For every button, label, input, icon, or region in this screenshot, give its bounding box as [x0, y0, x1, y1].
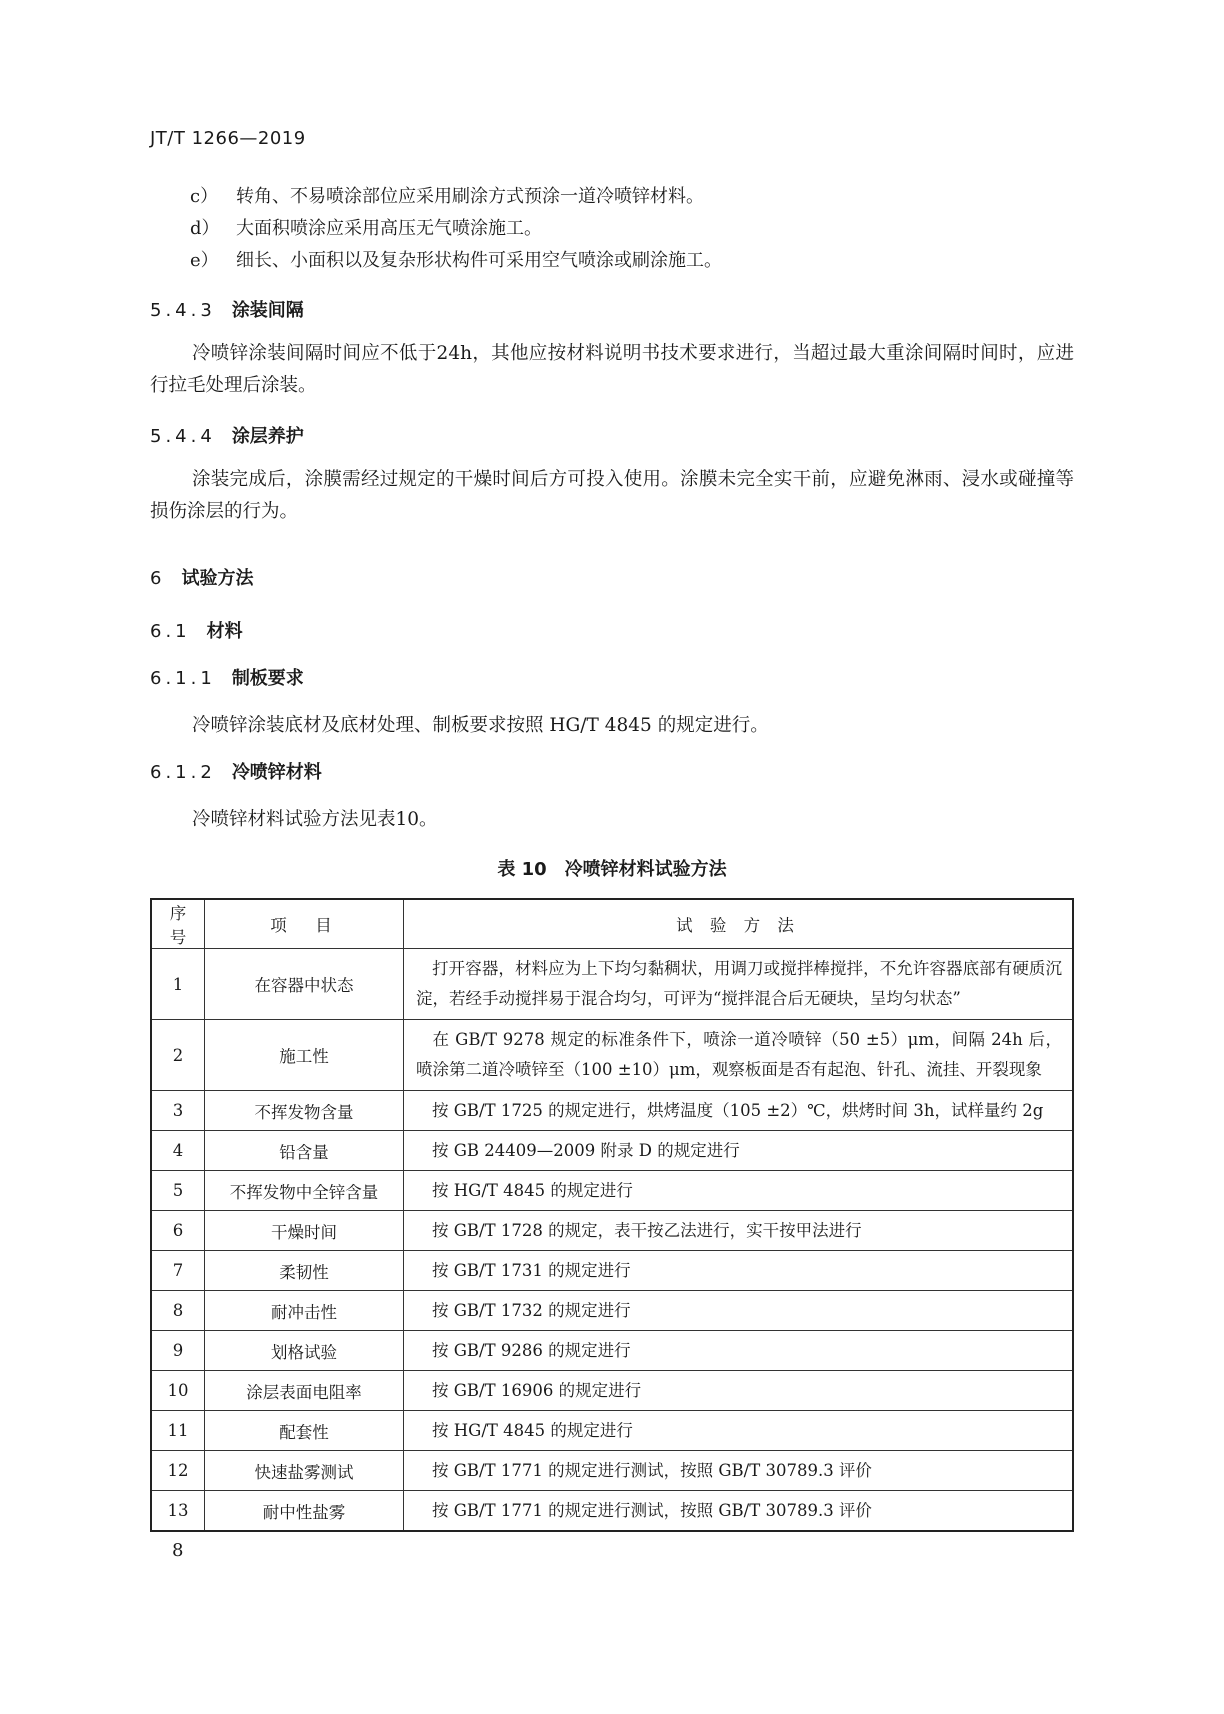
- cell-method: [404, 949, 1074, 1020]
- cell-item: 划格试验: [205, 1331, 404, 1371]
- cell-method: 按 HG/T 4845 的规定进行: [404, 1411, 1074, 1451]
- document-code: JT/T 1266—2019: [150, 128, 306, 149]
- section-heading-6-1-2: [150, 758, 322, 784]
- cell-method: 按 GB/T 1771 的规定进行测试，按照 GB/T 30789.3 评价: [404, 1451, 1074, 1491]
- cell-no: 1: [151, 949, 205, 1020]
- cell-item: 施工性: [205, 1020, 404, 1091]
- list-item: [190, 246, 722, 272]
- section-heading-5-4-4: [150, 422, 304, 448]
- cell-item: 耐中性盐雾: [205, 1491, 404, 1532]
- cell-no: 9: [151, 1331, 205, 1371]
- cell-method: 按 GB/T 1732 的规定进行: [404, 1291, 1074, 1331]
- section-number: 5.4.3: [150, 300, 216, 321]
- cell-no: 5: [151, 1171, 205, 1211]
- column-header-no: 序号: [151, 899, 205, 949]
- cell-no: 10: [151, 1371, 205, 1411]
- section-title: 试验方法: [181, 568, 254, 589]
- cell-no: 13: [151, 1491, 205, 1532]
- table-row: [151, 1411, 1073, 1451]
- table-row: [151, 1211, 1073, 1251]
- table-row: [151, 1091, 1073, 1131]
- list-marker: d）: [190, 218, 220, 239]
- cell-no: 7: [151, 1251, 205, 1291]
- section-title: 冷喷锌材料: [231, 762, 322, 783]
- section-heading-6-1: [150, 617, 243, 643]
- cell-method: 按 HG/T 4845 的规定进行: [404, 1171, 1074, 1211]
- table-row: [151, 1020, 1073, 1091]
- column-header-item: 项 目: [205, 899, 404, 949]
- cell-item: 耐冲击性: [205, 1291, 404, 1331]
- table-row: [151, 1291, 1073, 1331]
- table-row: [151, 1371, 1073, 1411]
- cell-item: 不挥发物含量: [205, 1091, 404, 1131]
- section-body-6-1-2: 冷喷锌材料试验方法见表10。: [192, 809, 438, 830]
- cell-method: 按 GB/T 1771 的规定进行测试，按照 GB/T 30789.3 评价: [404, 1491, 1074, 1532]
- cell-no: 4: [151, 1131, 205, 1171]
- table-row: [151, 1131, 1073, 1171]
- table-row: [151, 1451, 1073, 1491]
- list-text: 大面积喷涂应采用高压无气喷涂施工。: [236, 218, 542, 239]
- list-text: 转角、不易喷涂部位应采用刷涂方式预涂一道冷喷锌材料。: [236, 186, 704, 207]
- cell-method: 按 GB/T 1731 的规定进行: [404, 1251, 1074, 1291]
- table-row: [151, 1171, 1073, 1211]
- page-number: 8: [172, 1540, 184, 1561]
- table-caption: 表 10 冷喷锌材料试验方法: [497, 859, 727, 880]
- cell-item: 柔韧性: [205, 1251, 404, 1291]
- section-title: 材料: [206, 621, 243, 642]
- cell-item: 涂层表面电阻率: [205, 1371, 404, 1411]
- list-marker: e）: [190, 250, 219, 271]
- section-title: 制板要求: [231, 668, 304, 689]
- cell-item: 在容器中状态: [205, 949, 404, 1020]
- table-row: [151, 1331, 1073, 1371]
- section-title: 涂装间隔: [231, 300, 304, 321]
- list-item: [190, 214, 542, 240]
- cell-method: 按 GB/T 1725 的规定进行，烘烤温度（105 ±2）℃，烘烤时间 3h，试样量约 2g: [404, 1091, 1074, 1131]
- cell-item: 配套性: [205, 1411, 404, 1451]
- section-heading-6-1-1: [150, 664, 304, 690]
- section-number: 6.1.1: [150, 668, 216, 689]
- test-methods-table: [150, 898, 1074, 1532]
- section-body-6-1-1: 冷喷锌涂装底材及底材处理、制板要求按照 HG/T 4845 的规定进行。: [192, 715, 769, 736]
- cell-item: 快速盐雾测试: [205, 1451, 404, 1491]
- cell-item: 干燥时间: [205, 1211, 404, 1251]
- cell-method: 按 GB 24409—2009 附录 D 的规定进行: [404, 1131, 1074, 1171]
- section-number: 5.4.4: [150, 426, 216, 447]
- cell-item: 不挥发物中全锌含量: [205, 1171, 404, 1211]
- list-item: [190, 182, 704, 208]
- table-row: [151, 949, 1073, 1020]
- cell-method: 按 GB/T 16906 的规定进行: [404, 1371, 1074, 1411]
- cell-no: 3: [151, 1091, 205, 1131]
- cell-no: 12: [151, 1451, 205, 1491]
- section-heading-6: [150, 564, 253, 590]
- cell-no: 2: [151, 1020, 205, 1091]
- cell-no: 11: [151, 1411, 205, 1451]
- section-body-5-4-4: 涂装完成后，涂膜需经过规定的干燥时间后方可投入使用。涂膜未完全实干前，应避免淋雨、浸水或碰撞等损伤涂层的行为。: [150, 469, 1074, 522]
- cell-item: 铅含量: [205, 1131, 404, 1171]
- list-text: 细长、小面积以及复杂形状构件可采用空气喷涂或刷涂施工。: [236, 250, 722, 271]
- section-title: 涂层养护: [231, 426, 304, 447]
- cell-method-text: 在 GB/T 9278 规定的标准条件下，喷涂一道冷喷锌（50 ±5）μm，间隔 24h 后，喷涂第二道冷喷锌至（100 ±10）μm，观察板面是否有起泡、针孔、流挂、开裂现象: [416, 1030, 1062, 1079]
- section-number: 6.1.2: [150, 762, 216, 783]
- list-marker: c）: [190, 186, 219, 207]
- table-row: [151, 1491, 1073, 1532]
- section-body-5-4-3: 冷喷锌涂装间隔时间应不低于24h，其他应按材料说明书技术要求进行，当超过最大重涂间隔时间时，应进行拉毛处理后涂装。: [150, 343, 1074, 396]
- cell-method: 按 GB/T 1728 的规定，表干按乙法进行，实干按甲法进行: [404, 1211, 1074, 1251]
- section-number: 6.1: [150, 621, 191, 642]
- section-heading-5-4-3: [150, 296, 304, 322]
- table-header-row: [151, 899, 1073, 949]
- cell-no: 8: [151, 1291, 205, 1331]
- column-header-method: 试 验 方 法: [404, 899, 1074, 949]
- cell-method-text: 打开容器，材料应为上下均匀黏稠状，用调刀或搅拌棒搅拌，不允许容器底部有硬质沉淀，若经手动搅拌易于混合均匀，可评为“搅拌混合后无硬块，呈均匀状态”: [416, 959, 1062, 1008]
- cell-method: [404, 1020, 1074, 1091]
- table-row: [151, 1251, 1073, 1291]
- cell-no: 6: [151, 1211, 205, 1251]
- cell-method: 按 GB/T 9286 的规定进行: [404, 1331, 1074, 1371]
- section-number: 6: [150, 568, 166, 589]
